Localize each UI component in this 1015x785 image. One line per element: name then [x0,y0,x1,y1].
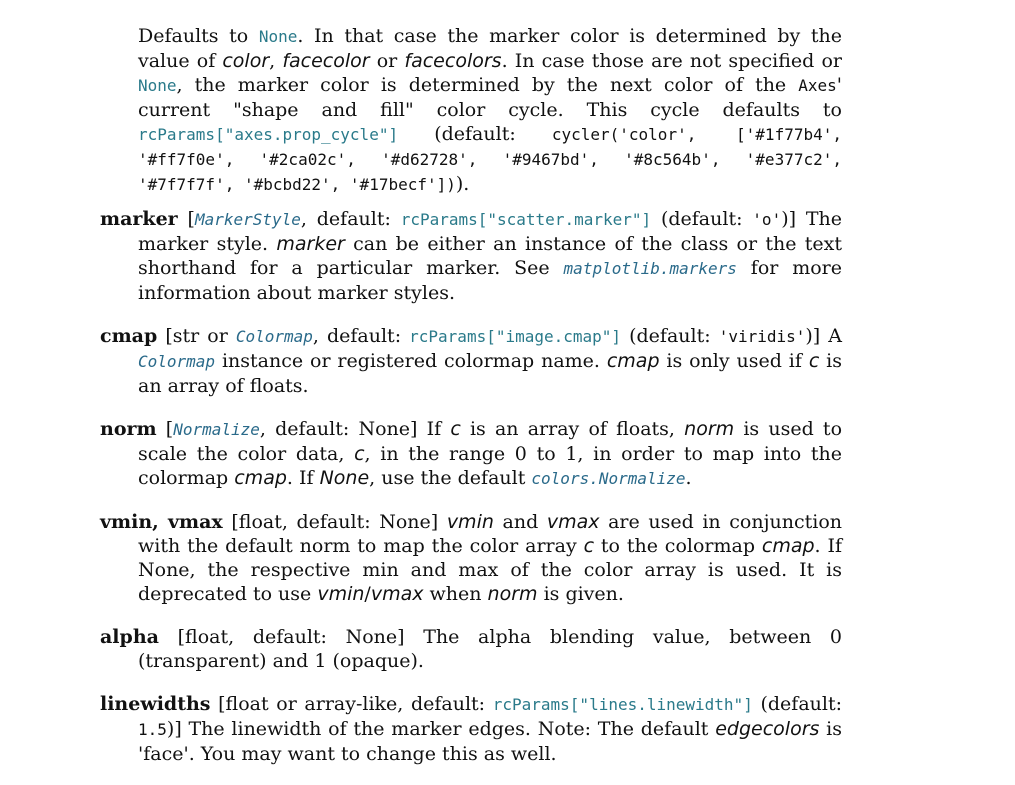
text: )] The linewidth of the marker edges. Note: The default [166,718,716,740]
text: are used in conjunction with the default norm to map the color array [138,511,842,557]
text: is given. [537,583,624,605]
param-name: linewidths [100,693,211,715]
text: [float, default: None] [222,511,447,533]
text: to the colormap [594,535,762,557]
param-ref: c [808,350,820,372]
text: . In that case the marker color is determined by the value of [138,25,842,72]
text: . If [286,467,320,489]
none-literal: None [138,76,177,95]
text: Defaults to [138,25,259,47]
text: is 'face'. You may want to change this as well. [138,718,842,765]
cycler-default-literal: cycler('color', ['#1f77b4', '#ff7f0e', '#2ca02c', '#d62728', '#9467bd', '#8c564b', '#e377c2', '#7f7f7f', '#bcbd22', '#17becf']) [138,125,842,194]
text: [float or array-like, default: [210,693,493,715]
param-ref: edgecolors [715,718,820,740]
text: [ [177,208,195,230]
param-name: marker [100,208,178,230]
param-ref: None [319,467,370,489]
text: [float, default: None] The alpha blending value, between 0 (transparent) and 1 (opaque). [138,626,842,672]
param-ref: norm [487,583,538,605]
text: , default: None] If [259,418,451,440]
param-vmin-vmax [100,510,842,606]
text: is used to scale the color data, [138,418,843,465]
text: . If None, the respective min and max of the color array is used. It is deprecated to use [138,535,842,605]
param-ref: cmap [234,467,287,489]
text: [str or [157,325,236,347]
param-ref: c [583,535,595,557]
text: )] A [805,325,842,347]
param-ref: c [450,418,461,440]
text: is only used if [659,350,809,372]
text: )] The marker style. [138,208,842,255]
param-ref: cmap [761,535,815,557]
text: or [369,50,405,72]
param-ref: vmax [546,511,600,533]
param-linewidths [100,692,842,766]
rcparams-lines-linewidth-link[interactable]: rcParams["lines.linewidth"] [492,695,753,714]
text: , use the default [369,467,532,489]
text: , [269,50,283,72]
param-norm [100,417,842,491]
facecolor-default-paragraph [100,24,842,197]
text: instance or registered colormap name. [215,350,607,372]
param-name: norm [100,418,157,440]
text: , default: [312,325,410,347]
text: is an array of floats, [460,418,685,440]
param-ref-facecolor: facecolor [282,50,370,72]
text: [ [156,418,174,440]
text: / [364,583,371,605]
rcparams-prop-cycle-link[interactable]: rcParams["axes.prop_cycle"] [138,125,399,144]
param-ref: vmin [446,511,494,533]
text: when [423,583,488,605]
param-ref-facecolors: facecolors [404,50,502,72]
text: . [685,467,692,489]
param-cmap [100,324,842,398]
param-name: alpha [100,626,159,648]
none-literal: None [258,27,298,46]
param-name: cmap [100,325,158,347]
normalize-link[interactable]: Normalize [173,420,260,439]
param-ref: norm [684,418,735,440]
text: (default: [651,208,753,230]
param-ref: c [354,443,365,465]
rcparams-scatter-marker-link[interactable]: rcParams["scatter.marker"] [400,210,652,229]
text: ' current "shape and fill" color cycle. This cycle defaults to [138,74,842,121]
text: ). [455,173,470,195]
text: , in the range 0 to 1, in order to map into the colormap [138,443,842,489]
text: , default: [300,208,401,230]
param-ref: vmin [317,583,365,605]
text: can be either an instance of the class or the text shorthand for a particular marker. See [138,233,842,279]
text: and [493,511,547,533]
param-alpha [100,625,842,673]
default-literal: 'viridis' [718,327,806,346]
doc-page [100,24,842,785]
default-literal: 1.5 [138,720,167,739]
param-name: vmin, vmax [100,511,223,533]
rcparams-image-cmap-link[interactable]: rcParams["image.cmap"] [409,327,622,346]
param-ref: marker [276,233,345,255]
text: (default: [621,325,719,347]
colors-normalize-link[interactable]: colors.Normalize [531,469,686,488]
text: for more information about marker styles. [138,257,842,304]
text: (default: [398,123,552,145]
param-ref: cmap [606,350,660,372]
param-ref-color: color [222,50,270,72]
axes-literal: Axes [798,76,837,95]
param-marker [100,207,842,305]
text: , the marker color is determined by the next color of the [176,74,799,96]
colormap-link[interactable]: Colormap [235,327,313,346]
param-ref: vmax [370,583,424,605]
colormap-link[interactable]: Colormap [138,352,216,371]
default-literal: 'o' [752,210,782,229]
markerstyle-link[interactable]: MarkerStyle [194,210,301,229]
matplotlib-markers-link[interactable]: matplotlib.markers [563,259,737,278]
text: (default: [752,693,842,715]
text: is an array of floats. [138,350,842,397]
text: . In case those are not specified or [501,50,842,72]
